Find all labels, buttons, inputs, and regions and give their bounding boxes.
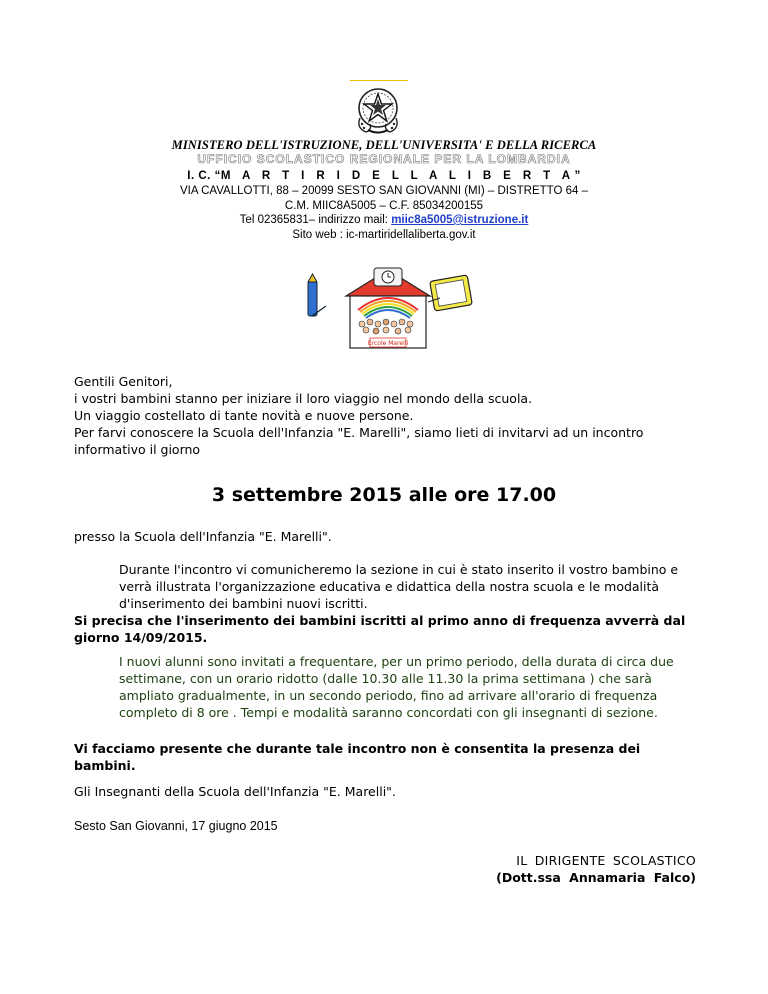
school-prefix: I. C. “ (187, 170, 221, 182)
school-address: VIA CAVALLOTTI, 88 – 20099 SESTO SAN GIOVANNI (MI) – DISTRETTO 64 – (180, 185, 588, 197)
teachers-signature: Gli Insegnanti della Scuola dell'Infanzia "E. Marelli". (74, 784, 396, 799)
greeting-line: informativo il giorno (74, 442, 201, 457)
children-warning: Vi facciamo presente che durante tale incontro non è consentita la presenza dei bambini. (74, 741, 641, 773)
regional-office-heading: UFFICIO SCOLASTICO REGIONALE PER LA LOMBARDIA (197, 152, 571, 166)
paragraph-organization: Durante l'incontro vi comunicheremo la sezione in cui è stato inserito il vostro bambino e verrà illustrata l'organizzazione educativa e didattica della nostra scuola e le modalità d'inserimento dei bambini nuovi iscritti. (119, 562, 679, 611)
paragraph-schedule-text: I nuovi alunni sono invitati a frequentare, per un primo periodo, della durata di circa due settimane, con un orario ridotto (dalle 10.30 alle 11.30 la prima settimana ) che sarà ampliato gradualmente, in un secondo periodo, fino ad arrivare all'orario di frequenza completo di 8 ore . Tempi e modalità saranno concordati con gli insegnanti di sezione. (119, 654, 674, 720)
paragraph-start-date: Si precisa che l'inserimento dei bambini iscritti al primo anno di frequenza avverrà dal giorno 14/09/2015. (74, 613, 686, 645)
greeting-block (74, 373, 704, 458)
greeting-line: Per farvi conoscere la Scuola dell'Infanzia "E. Marelli", siamo lieti di invitarvi ad un incontro (74, 425, 644, 440)
paragraph-schedule (74, 653, 704, 721)
school-website: Sito web : ic-martiridellaliberta.gov.it (292, 229, 476, 241)
school-codes: C.M. MIIC8A5005 – C.F. 85034200155 (284, 200, 484, 212)
greeting-line: i vostri bambini stanno per iniziare il loro viaggio nel mondo della scuola. (74, 391, 533, 406)
meeting-details (74, 561, 704, 646)
ministry-heading: MINISTERO DELL'ISTRUZIONE, DELL'UNIVERSITA' E DELLA RICERCA (171, 138, 597, 152)
school-suffix: ” (574, 170, 581, 182)
greeting-line: Gentili Genitori, (74, 374, 173, 389)
meeting-location: presso la Scuola dell'Infanzia "E. Marelli". (74, 529, 332, 544)
greeting-line: Un viaggio costellato di tante novità e nuove persone. (74, 408, 414, 423)
email-link[interactable]: miic8a5005@istruzione.it (391, 214, 529, 226)
place-and-date: Sesto San Giovanni, 17 giugno 2015 (74, 819, 278, 833)
director-title: IL DIRIGENTE SCOLASTICO (516, 853, 696, 868)
italian-republic-emblem-icon (352, 84, 404, 136)
logo-caption: Ercole Marelli (367, 340, 409, 347)
school-contacts (0, 214, 768, 226)
emblem-divider (350, 80, 408, 81)
meeting-date: 3 settembre 2015 alle ore 17.00 (211, 484, 557, 506)
director-name: (Dott.ssa Annamaria Falco) (496, 870, 696, 885)
director-signature (480, 852, 696, 886)
school-name: M A R T I R I D E L L A L I B E R T A (220, 170, 575, 182)
school-phone: Tel 02365831– indirizzo mail: (239, 214, 392, 226)
school-house-drawing-icon (306, 262, 476, 354)
school-name-heading (0, 170, 768, 182)
